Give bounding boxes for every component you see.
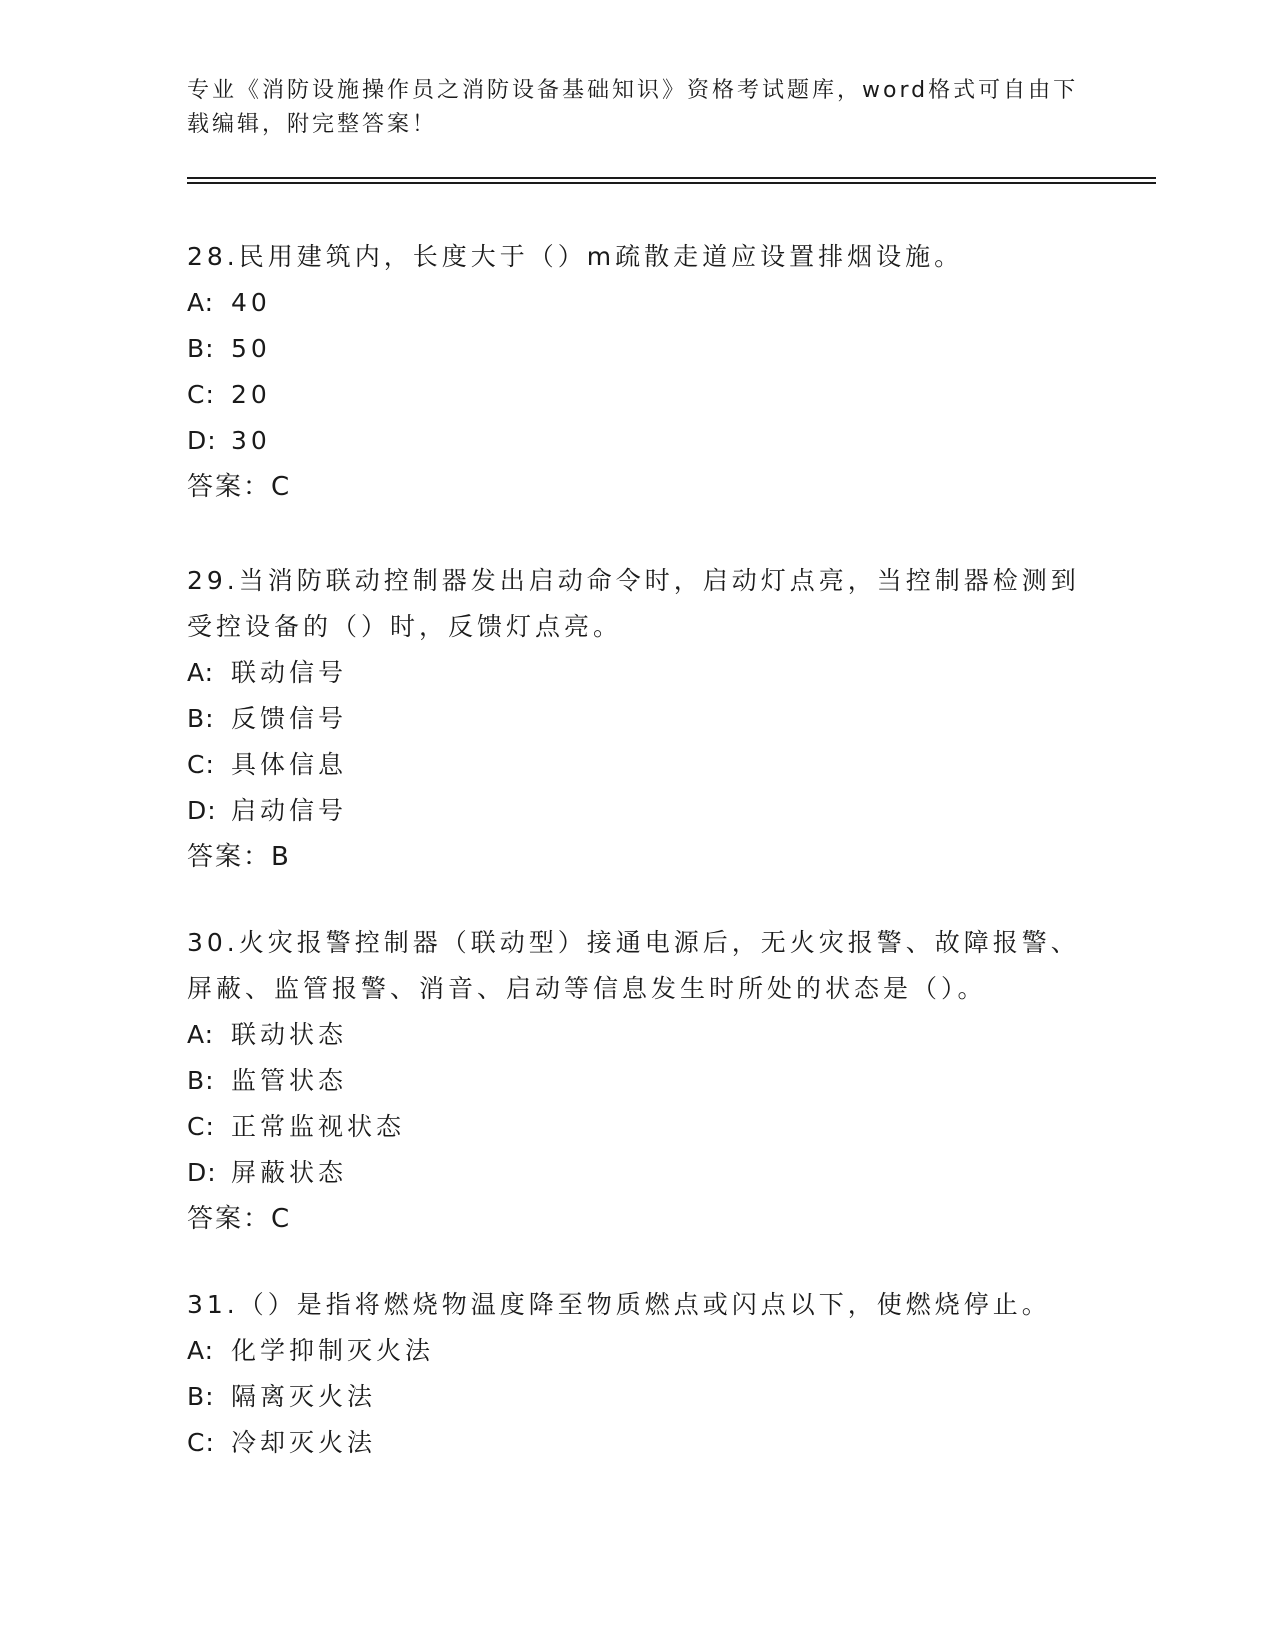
option-text: 反馈信号	[231, 704, 348, 733]
option-letter: C:	[187, 1428, 215, 1457]
option-letter: C:	[187, 380, 215, 409]
option-letter: D:	[187, 426, 217, 455]
question-30	[187, 920, 1087, 1242]
option-a	[187, 650, 1087, 696]
option-letter: A:	[187, 1020, 215, 1049]
option-text: 40	[231, 288, 271, 317]
question-31	[187, 1282, 1087, 1466]
option-letter: B:	[187, 1066, 215, 1095]
question-28	[187, 234, 1087, 510]
option-letter: B:	[187, 704, 215, 733]
option-text: 20	[231, 380, 271, 409]
option-b	[187, 1058, 1087, 1104]
option-d	[187, 788, 1087, 834]
option-letter: C:	[187, 750, 215, 779]
document-header: 专业《消防设施操作员之消防设备基础知识》资格考试题库，word格式可自由下载编辑，附完整答案！	[187, 78, 1079, 137]
option-text: 30	[231, 426, 271, 455]
option-b	[187, 1374, 1087, 1420]
option-letter: D:	[187, 1158, 217, 1187]
option-a	[187, 1012, 1087, 1058]
option-letter: C:	[187, 1112, 215, 1141]
option-letter: B:	[187, 334, 215, 363]
option-b	[187, 696, 1087, 742]
header-divider-bottom	[187, 182, 1156, 184]
option-c	[187, 742, 1087, 788]
option-letter: A:	[187, 1336, 215, 1365]
option-a	[187, 280, 1087, 326]
option-text: 联动信号	[231, 658, 348, 687]
option-letter: A:	[187, 288, 215, 317]
question-29	[187, 558, 1087, 880]
question-stem: 31.（）是指将燃烧物温度降至物质燃点或闪点以下，使燃烧停止。	[187, 1290, 1051, 1319]
option-text: 正常监视状态	[231, 1112, 406, 1141]
option-text: 化学抑制灭火法	[231, 1336, 435, 1365]
answer-line: 答案：C	[187, 472, 292, 502]
answer-line: 答案：C	[187, 1204, 292, 1234]
option-d	[187, 418, 1087, 464]
option-text: 50	[231, 334, 271, 363]
option-letter: B:	[187, 1382, 215, 1411]
option-text: 联动状态	[231, 1020, 348, 1049]
option-c	[187, 1420, 1087, 1466]
question-stem: 29.当消防联动控制器发出启动命令时，启动灯点亮，当控制器检测到受控设备的（）时，反馈灯点亮。	[187, 566, 1080, 641]
question-stem: 28.民用建筑内，长度大于（）m疏散走道应设置排烟设施。	[187, 242, 964, 271]
option-text: 屏蔽状态	[231, 1158, 348, 1187]
option-c	[187, 1104, 1087, 1150]
question-stem: 30.火灾报警控制器（联动型）接通电源后，无火灾报警、故障报警、屏蔽、监管报警、消音、启动等信息发生时所处的状态是（）。	[187, 928, 1080, 1003]
option-b	[187, 326, 1087, 372]
option-letter: D:	[187, 796, 217, 825]
option-c	[187, 372, 1087, 418]
option-text: 具体信息	[231, 750, 348, 779]
option-text: 监管状态	[231, 1066, 348, 1095]
header-divider-top	[187, 177, 1156, 179]
option-letter: A:	[187, 658, 215, 687]
option-text: 隔离灭火法	[231, 1382, 377, 1411]
option-text: 冷却灭火法	[231, 1428, 377, 1457]
option-text: 启动信号	[231, 796, 348, 825]
option-d	[187, 1150, 1087, 1196]
option-a	[187, 1328, 1087, 1374]
answer-line: 答案：B	[187, 842, 291, 872]
